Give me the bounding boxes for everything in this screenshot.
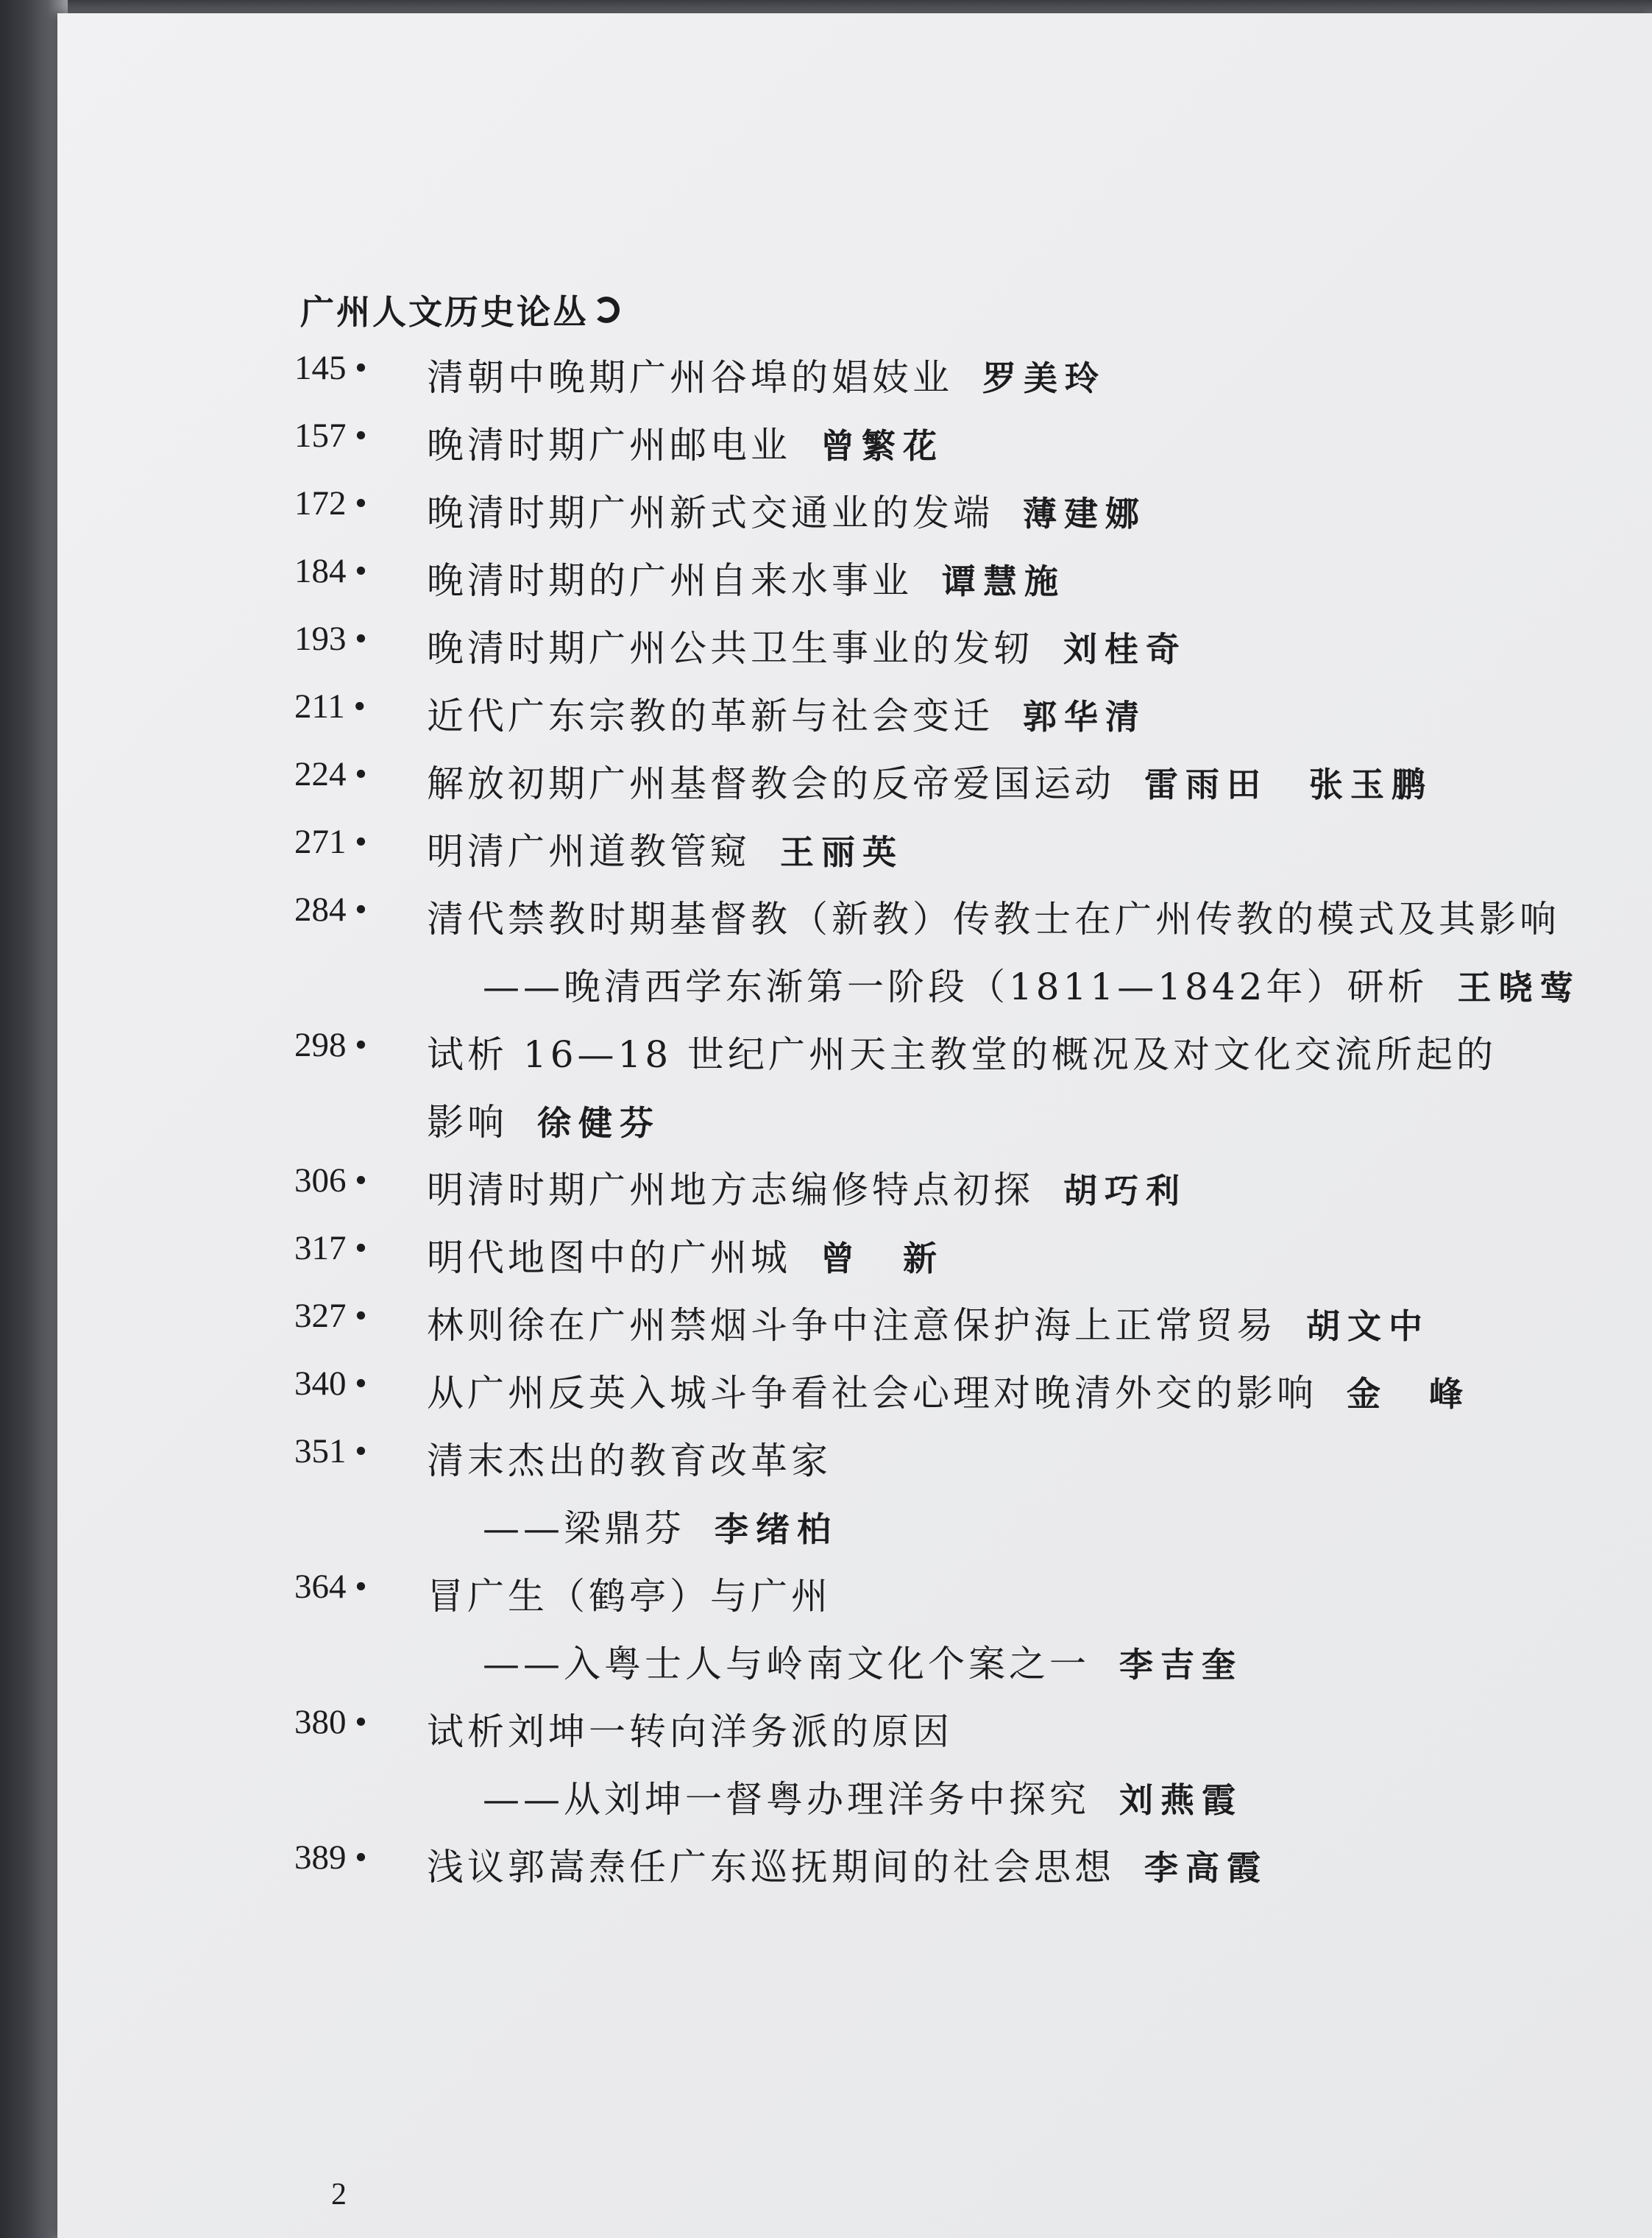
toc-subtitle [483,957,1581,1010]
toc-title-text: 清末杰出的教育改革家 [427,1440,832,1482]
toc-author: 王晓莺 [1457,968,1581,1008]
toc-title-text: 晚清时期广州新式交通业的发端 [427,492,993,534]
header-ornament-icon [593,297,620,323]
toc-author: 刘燕霞 [1119,1780,1243,1820]
toc-subtitle-text: ——入粤士人与岭南文化个案之一 [483,1643,1090,1685]
toc-page-number: 211 • [294,687,366,726]
toc-title [427,1702,953,1755]
toc-title [427,822,904,875]
toc-author: 谭慧施 [942,562,1066,601]
toc-page-number: 351 • [294,1432,367,1470]
toc-title-text: 明清广州道教管窥 [427,830,751,873]
toc-title [427,1296,1430,1349]
toc-title [427,416,944,469]
toc-title-text: 明代地图中的广州城 [427,1236,791,1279]
toc-title [427,1228,944,1281]
toc-title [427,687,1146,740]
toc-title [427,551,1066,604]
toc-page-number: 389 • [294,1838,367,1877]
toc-title-text: 试析刘坤一转向洋务派的原因 [427,1710,953,1753]
toc-title-text: 晚清时期广州邮电业 [427,424,791,467]
toc-title-text: 晚清时期广州公共卫生事业的发轫 [427,627,1034,670]
toc-author: 郭华清 [1023,697,1146,737]
toc-page-number: 327 • [294,1297,367,1335]
toc-title-text: 晚清时期的广州自来水事业 [427,559,912,602]
toc-title-text: 近代广东宗教的革新与社会变迁 [427,695,993,737]
toc-author: 薄建娜 [1023,494,1146,534]
toc-page-number: 184 • [294,552,367,590]
toc-subtitle-text: ——从刘坤一督粤办理洋务中探究 [483,1778,1090,1821]
toc-title [427,1838,1268,1891]
toc-subtitle [427,1093,661,1146]
toc-title-text: 解放初期广州基督教会的反帝爱国运动 [427,762,1115,805]
toc-page-number: 193 • [294,620,367,658]
toc-page-number: 145 • [294,349,367,387]
toc-page-number: 224 • [294,755,367,793]
toc-title [427,1567,832,1620]
toc-title-text: 冒广生（鹤亭）与广州 [427,1575,832,1618]
toc-author: 曾 新 [820,1239,944,1278]
toc-page-number: 317 • [294,1229,367,1267]
page-folio: 2 [331,2178,347,2212]
toc-title [427,1025,1497,1078]
toc-title-text: 从广州反英入城斗争看社会心理对晚清外交的影响 [427,1372,1317,1414]
toc-page-number: 172 • [294,484,367,523]
toc-author: 雷雨田 张玉鹏 [1144,765,1433,804]
toc-title [427,1431,832,1484]
toc-title-text: 试析 16—18 世纪广州天主教堂的概况及对文化交流所起的 [427,1033,1497,1076]
toc-author: 李吉奎 [1119,1645,1243,1685]
toc-author: 胡巧利 [1063,1171,1187,1211]
toc-author: 徐健芬 [537,1103,661,1143]
toc-page-number: 157 • [294,417,367,455]
toc-title [427,348,1106,401]
running-header [300,286,620,334]
toc-title-text: 明清时期广州地方志编修特点初探 [427,1169,1034,1211]
running-header-text: 广州人文历史论丛 [300,292,589,332]
toc-author: 王丽英 [780,832,904,872]
book-page [57,13,1652,2238]
toc-author: 曾繁花 [820,426,944,466]
toc-page-number: 364 • [294,1568,367,1606]
toc-author: 金 峰 [1347,1374,1470,1414]
toc-subtitle [483,1499,838,1552]
toc-title [427,1161,1187,1214]
toc-title [427,890,1560,943]
toc-subtitle [483,1635,1243,1688]
toc-title-text: 清朝中晚期广州谷埠的娼妓业 [427,356,953,399]
toc-subtitle [483,1770,1243,1823]
toc-title-text: 浅议郭嵩焘任广东巡抚期间的社会思想 [427,1846,1115,1888]
toc-page-number: 306 • [294,1161,367,1200]
toc-title [427,1364,1470,1417]
toc-subtitle-text: ——晚清西学东渐第一阶段（1811—1842年）研析 [483,966,1428,1008]
toc-page-number: 284 • [294,890,367,929]
toc-page-number: 340 • [294,1364,367,1403]
toc-author: 刘桂奇 [1063,629,1187,669]
toc-author: 李高霞 [1144,1848,1268,1888]
toc-author: 罗美玲 [982,358,1106,398]
toc-author: 胡文中 [1306,1306,1430,1346]
toc-page-number: 298 • [294,1026,367,1064]
toc-title-text: 清代禁教时期基督教（新教）传教士在广州传教的模式及其影响 [427,898,1560,941]
toc-subtitle-text: 影响 [427,1101,508,1144]
toc-title [427,754,1433,807]
toc-title [427,484,1146,537]
toc-subtitle-text: ——梁鼎芬 [483,1507,685,1550]
toc-page-number: 271 • [294,823,367,861]
toc-title-text: 林则徐在广州禁烟斗争中注意保护海上正常贸易 [427,1304,1277,1347]
toc-title [427,619,1187,672]
toc-author: 李绪柏 [715,1509,838,1549]
toc-page-number: 380 • [294,1703,367,1741]
